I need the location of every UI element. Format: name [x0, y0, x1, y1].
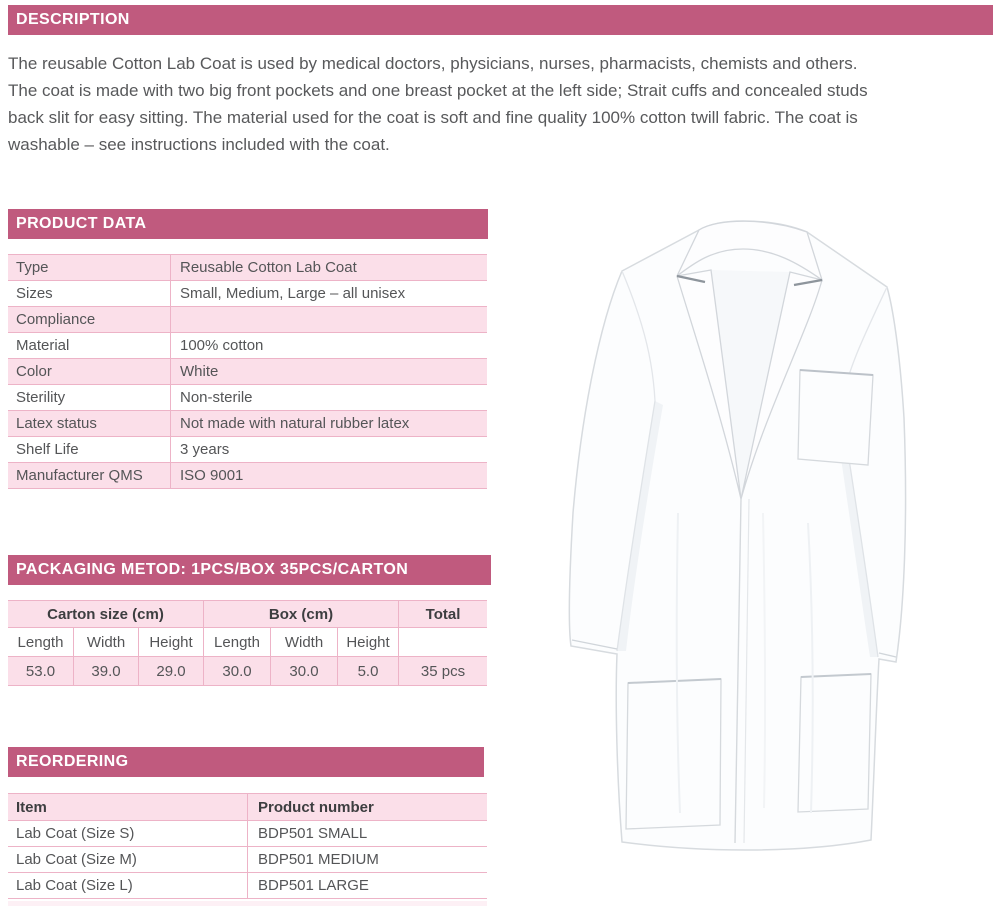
description-section-title: DESCRIPTION [16, 11, 130, 28]
lab-coat-product-image [558, 213, 923, 858]
column-header: Height [337, 628, 398, 657]
reordering-section-header [8, 747, 484, 777]
item-name: Lab Coat (Size S) [16, 825, 135, 842]
row-label: Shelf Life [16, 441, 79, 458]
row-value: Small, Medium, Large – all unisex [170, 281, 487, 306]
reordering-section-title: REORDERING [16, 753, 129, 770]
table-row [8, 873, 487, 899]
table-row [8, 307, 487, 333]
row-value: Not made with natural rubber latex [170, 411, 487, 436]
cropped-row-strip [8, 901, 487, 906]
row-label: Sizes [16, 285, 53, 302]
column-header-empty [398, 628, 487, 657]
column-header: Width [270, 628, 337, 657]
table-row [8, 281, 487, 307]
row-value: 3 years [170, 437, 487, 462]
product-data-table [8, 254, 487, 489]
column-header: Product number [247, 794, 487, 820]
row-value: 100% cotton [170, 333, 487, 358]
product-number: BDP501 SMALL [247, 821, 487, 846]
description-paragraph [8, 50, 998, 158]
reordering-table [8, 793, 487, 899]
description-line: washable – see instructions included with the coat. [8, 135, 390, 154]
column-group-header: Box (cm) [203, 601, 398, 628]
table-row [8, 847, 487, 873]
table-row [8, 821, 487, 847]
column-header: Height [138, 628, 203, 657]
row-label: Sterility [16, 389, 66, 406]
lab-coat-illustration [558, 213, 923, 858]
row-label: Color [16, 363, 52, 380]
row-value [170, 307, 487, 332]
table-row [8, 437, 487, 463]
dimension-value: 5.0 [337, 657, 398, 685]
dimension-value: 30.0 [270, 657, 337, 685]
row-label: Latex status [16, 415, 97, 432]
description-section-header [8, 5, 993, 35]
product-data-section-title: PRODUCT DATA [16, 215, 147, 232]
column-header: Length [8, 628, 73, 657]
item-name: Lab Coat (Size M) [16, 851, 137, 868]
packaging-section-header [8, 555, 491, 585]
table-row [8, 255, 487, 281]
row-label: Manufacturer QMS [16, 467, 143, 484]
dimension-value: 39.0 [73, 657, 138, 685]
row-label: Type [16, 259, 49, 276]
column-group-header: Total [398, 601, 487, 628]
product-number: BDP501 LARGE [247, 873, 487, 898]
description-line: The coat is made with two big front pockets and one breast pocket at the left side; Strait cuffs and concealed studs [8, 81, 868, 100]
packaging-section-title: PACKAGING METOD: 1PCS/BOX 35PCS/CARTON [16, 561, 409, 578]
row-label: Material [16, 337, 70, 354]
item-name: Lab Coat (Size L) [16, 877, 133, 894]
product-number: BDP501 MEDIUM [247, 847, 487, 872]
table-row [8, 333, 487, 359]
description-line: The reusable Cotton Lab Coat is used by medical doctors, physicians, nurses, pharmacists, chemists and others. [8, 54, 858, 73]
dimension-value: 53.0 [8, 657, 73, 685]
column-header: Length [203, 628, 270, 657]
row-value: ISO 9001 [170, 463, 487, 488]
column-group-header: Carton size (cm) [8, 601, 203, 628]
row-label: Compliance [16, 311, 96, 328]
row-value: Non-sterile [170, 385, 487, 410]
total-value: 35 pcs [398, 657, 487, 685]
dimension-value: 29.0 [138, 657, 203, 685]
column-header: Item [16, 798, 47, 816]
table-header-row [8, 794, 487, 821]
product-data-section-header [8, 209, 488, 239]
dimension-value: 30.0 [203, 657, 270, 685]
table-row [8, 385, 487, 411]
description-line: back slit for easy sitting. The material used for the coat is soft and fine quality 100% cotton twill fabric. The coat is [8, 108, 858, 127]
table-row [8, 411, 487, 437]
table-row [8, 463, 487, 489]
column-header: Width [73, 628, 138, 657]
row-value: Reusable Cotton Lab Coat [170, 255, 487, 280]
row-value: White [170, 359, 487, 384]
packaging-table [8, 600, 487, 686]
table-row [8, 359, 487, 385]
